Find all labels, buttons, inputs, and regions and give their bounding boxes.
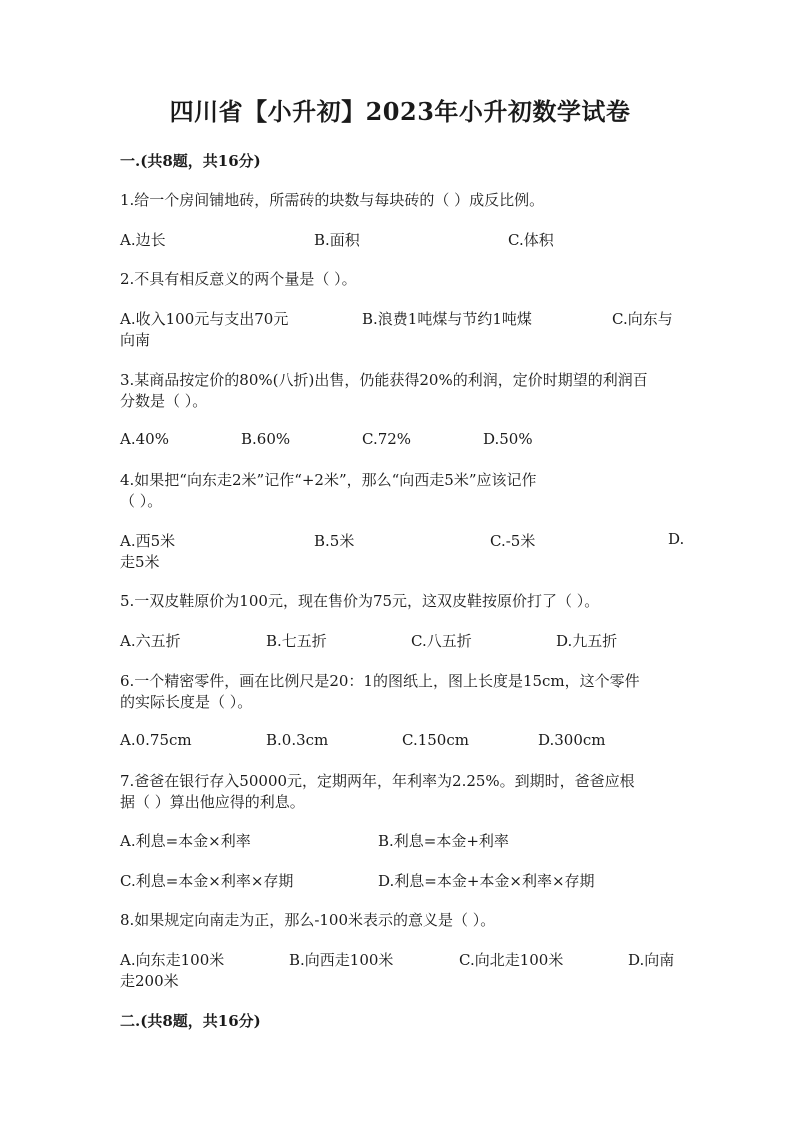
question-7-text-line-2: 据（ ）算出他应得的利息。	[120, 793, 305, 811]
question-2-option-a: A.收入100元与支出70元	[120, 310, 289, 328]
question-7-option-b: B.利息=本金+利率	[378, 832, 509, 850]
question-8-option-b: B.向西走100米	[289, 951, 394, 969]
question-2-text: 2.不具有相反意义的两个量是（ ）。	[120, 270, 357, 288]
question-6-option-b: B.0.3cm	[266, 731, 329, 749]
page-title: 四川省【小升初】2023年小升初数学试卷	[169, 97, 631, 126]
question-4-option-b: B.5米	[314, 532, 355, 550]
section-heading-2: 二.(共8题，共16分)	[120, 1012, 261, 1030]
question-8-option-d-wrap: 走200米	[120, 972, 179, 990]
question-3-option-c: C.72%	[362, 430, 412, 448]
question-3-option-b: B.60%	[241, 430, 291, 448]
question-3-text-line-1: 3.某商品按定价的80%(八折)出售，仍能获得20%的利润，定价时期望的利润百	[120, 371, 648, 389]
question-1-option-b: B.面积	[314, 231, 360, 249]
question-6-text-line-1: 6.一个精密零件，画在比例尺是20：1的图纸上，图上长度是15cm，这个零件	[120, 672, 640, 690]
question-7-option-d: D.利息=本金+本金×利率×存期	[378, 872, 595, 890]
question-6-option-d: D.300cm	[538, 731, 606, 749]
question-5-option-b: B.七五折	[266, 632, 327, 650]
question-7-option-a: A.利息=本金×利率	[120, 832, 251, 850]
question-6-option-a: A.0.75cm	[120, 731, 192, 749]
question-2-option-c: C.向东与	[612, 310, 673, 328]
question-4-option-c: C.-5米	[490, 532, 536, 550]
question-8-option-c: C.向北走100米	[459, 951, 564, 969]
question-5-option-c: C.八五折	[411, 632, 472, 650]
question-1-text: 1.给一个房间铺地砖，所需砖的块数与每块砖的（ ）成反比例。	[120, 191, 545, 209]
question-5-option-a: A.六五折	[120, 632, 181, 650]
question-1-option-c: C.体积	[508, 231, 554, 249]
question-8-text: 8.如果规定向南走为正，那么-100米表示的意义是（ ）。	[120, 911, 496, 929]
question-8-option-a: A.向东走100米	[120, 951, 225, 969]
question-5-option-d: D.九五折	[556, 632, 618, 650]
question-4-text-line-2: （ ）。	[120, 492, 163, 510]
question-3-option-a: A.40%	[120, 430, 169, 448]
question-8-option-d: D.向南	[628, 951, 675, 969]
question-3-text-line-2: 分数是（ ）。	[120, 392, 208, 410]
question-7-option-c: C.利息=本金×利率×存期	[120, 872, 294, 890]
question-7-text-line-1: 7.爸爸在银行存入50000元，定期两年，年利率为2.25%。到期时，爸爸应根	[120, 772, 635, 790]
question-6-text-line-2: 的实际长度是（ ）。	[120, 693, 253, 711]
section-heading-1: 一.(共8题，共16分)	[120, 152, 261, 170]
question-2-option-c-wrap: 向南	[120, 331, 151, 349]
question-3-option-d: D.50%	[483, 430, 533, 448]
question-4-option-a: A.西5米	[120, 532, 176, 550]
question-4-option-d: D.	[668, 530, 685, 548]
question-6-option-c: C.150cm	[402, 731, 469, 749]
question-4-text-line-1: 4.如果把“向东走2米”记作“+2米”，那么“向西走5米”应该记作	[120, 471, 537, 489]
question-5-text: 5.一双皮鞋原价为100元，现在售价为75元，这双皮鞋按原价打了（ ）。	[120, 592, 600, 610]
question-1-option-a: A.边长	[120, 231, 166, 249]
question-2-option-b: B.浪费1吨煤与节约1吨煤	[362, 310, 532, 328]
question-4-option-d-wrap: 走5米	[120, 553, 160, 571]
